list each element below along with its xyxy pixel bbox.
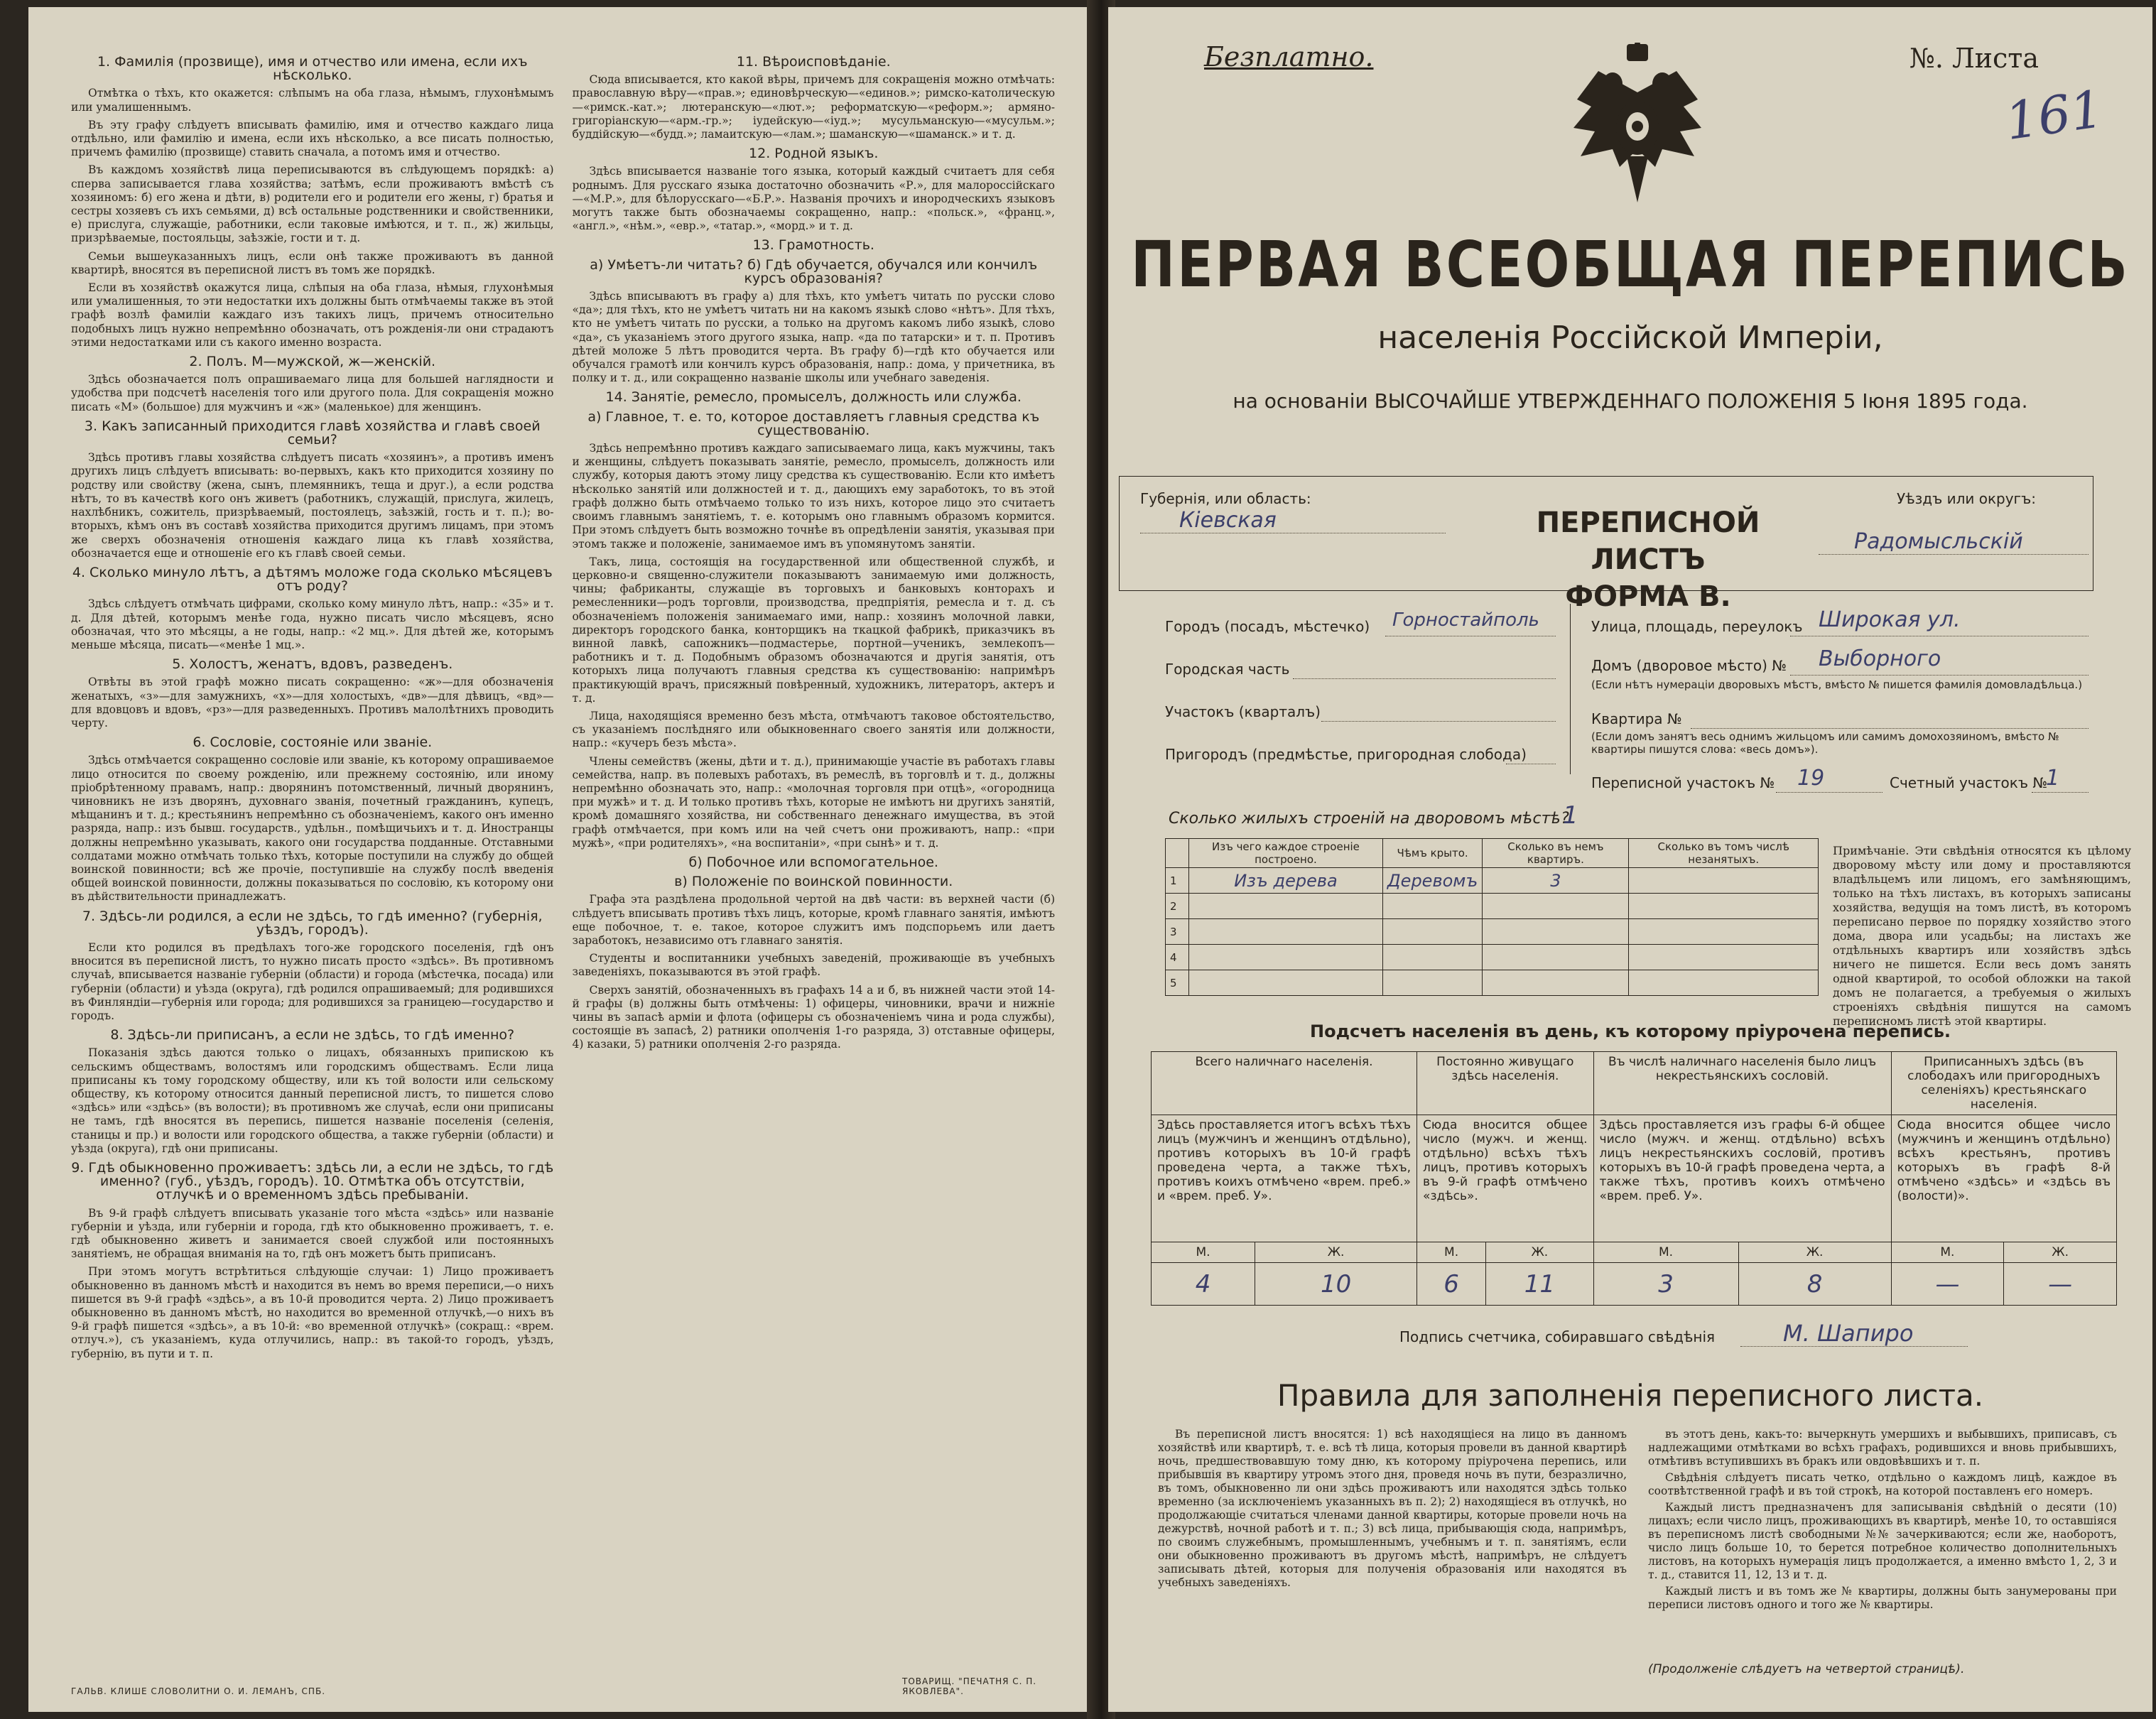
buildings-table-row (1166, 919, 1819, 945)
buildings-cell-b: Деревомъ (1382, 868, 1482, 894)
instruction-paragraph: Здѣсь отмѣчается сокращенно сословіе или званіе, къ которому опрашиваемое лицо относится по своему рожденію, или прежнему состоянію, или иному пріобрѣтенному правамъ, напр.: дворянинъ потомственный, личный дворянинъ, чиновникъ не изъ дворянъ, духовнаго званія, почетный гражданинъ, купецъ, мѣщанинъ и т. д.; крестьянинъ непремѣнно съ обозначеніемъ, какого онъ именно разряда, напр.: изъ бывш. государств., удѣльн., помѣщичьихъ и т. д. Иностранцы должны непремѣнно указывать, какого они государства подданные. Отставными солдатами можно отмѣчать только тѣхъ, которые поступили на службу до общей воинской повинности; всѣ же прочіе, поступившіе на службу послѣ введенія общей воинской повинности, должны показываться по сословію, къ которому они въ дѣйствительности принадлежатъ. (71, 754, 554, 904)
population-table-title: Подсчетъ населенія въ день, къ которому пріурочена перепись. (1310, 1021, 1951, 1041)
rules-paragraph: Каждый листъ и въ томъ же № квартиры, должны быть занумерованы при переписи листовъ одного и того же № квартиры. (1648, 1585, 2117, 1611)
sheet-number-label: №. Листа (1909, 43, 2039, 74)
instructions-col-2 (573, 50, 1056, 1655)
address-divider (1570, 604, 1571, 774)
rules-continue-note: (Продолженіе слѣдуетъ на четвертой страницѣ). (1648, 1662, 1965, 1676)
pop-value: 8 (1738, 1263, 1891, 1306)
instruction-paragraph: Въ эту графу слѣдуетъ вписывать фамилію, имя и отчество каждаго лица отдѣльно, или фамилію и имена, если ихъ нѣсколько, а все писать полностью, причемъ фамилію (прозвище) ставить сначала, а потомъ имя и отчество. (71, 118, 554, 159)
instruction-paragraph: Въ 9-й графѣ слѣдуетъ вписывать указаніе того мѣста «здѣсь» или названіе губерніи и уѣзда, или губерніи и города, гдѣ кто обыкновенно проживаетъ, т. е. гдѣ обыкновенно живетъ и занимается своей службой или постоянныхъ занятіемъ, не обращая вниманія на то, гдѣ онъ можетъ быть приписанъ. (71, 1206, 554, 1261)
apartment-label: Квартира № (1591, 710, 1682, 727)
instruction-paragraph: Показанія здѣсь даются только о лицахъ, обязанныхъ припискою къ сельскимъ обществамъ, волостямъ или городскимъ обществамъ. Если лица приписаны къ тому городскому обществу, или къ той волости или сельскому обществу, къ которому относится данный переписной листъ, то пишется слово «здѣсь» или «здѣсь» (въ волости); въ противномъ же случаѣ, если они приписаны не тамъ, гдѣ вносятся въ перепись, пишется названіе поселенія (селенія, станицы и пр.) и волости или городского общества, а также губерніи (области) и уѣзда (округа), гдѣ они приписаны. (71, 1046, 554, 1155)
instruction-paragraph: Здѣсь слѣдуетъ отмѣчать цифрами, сколько кому минуло лѣтъ, напр.: «35» и т. д. Для дѣтей, которымъ менѣе года, нужно писать число мѣсяцевъ, ясно обозначая, что это мѣсяцы, а не годы, напр.: «2 мц.». Для дѣтей же, которымъ меньше мѣсяца, писать—«менѣе 1 мц.». (71, 597, 554, 651)
pop-value: 4 (1152, 1263, 1255, 1306)
census-district-value: 19 (1797, 766, 1825, 791)
rules-col-1 (1158, 1428, 1627, 1615)
pop-values-row (1152, 1263, 2117, 1306)
section-heading: 3. Какъ записанный приходится главѣ хозяйства и главѣ своей семьи? (84, 418, 541, 448)
instruction-paragraph: Лица, находящіяся временно безъ мѣста, отмѣчаютъ таковое обстоятельство, съ указаніемъ послѣдняго или обыкновеннаго своего занятія или должности, напр.: «кучеръ безъ мѣста». (572, 709, 1055, 750)
pop-sex-label: Ж. (1255, 1242, 1417, 1263)
instruction-paragraph: Здѣсь вписываютъ въ графу а) для тѣхъ, кто умѣетъ читать по русски слово «да»; для тѣхъ, кто не умѣетъ читать ни на какомъ языкѣ слово «нѣтъ». Для тѣхъ, кто не умѣетъ читать по русски, а только на другомъ какомъ либо языкѣ, слово «да», съ указаніемъ этого другого языка, напр. «да по татарски» и т. п. Противъ дѣтей моложе 5 лѣтъ проводится черта. Въ графу б)—гдѣ кто обучается или обучался грамотѣ или кончилъ курсъ образованія, напр.: дома, у причетника, въ полку и т. д., или сокращенно названіе школы или учебнаго заведенія. (572, 290, 1055, 385)
street-label: Улица, площадь, переулокъ (1591, 618, 1803, 635)
counting-district-value: 1 (2046, 766, 2060, 791)
section-heading: 6. Сословіе, состояніе или званіе. (193, 734, 433, 751)
form-title-line-1: ПЕРЕПИСНОЙ ЛИСТЪ (1536, 506, 1760, 576)
quarter-label: Участокъ (кварталъ) (1165, 703, 1321, 720)
section-heading: 7. Здѣсь-ли родился, а если не здѣсь, то гдѣ именно? (губернія, уѣздъ, городъ). (82, 908, 543, 938)
buildings-cell-a (1189, 919, 1383, 945)
buildings-cell-n: 1 (1166, 868, 1189, 894)
free-label: Безплатно. (1204, 41, 1374, 72)
pop-desc-total: Здѣсь проставляется итогъ всѣхъ тѣхъ лицъ (мужчинъ и женщинъ отдѣльно), противъ которыхъ въ 10-й графѣ проведена черта, а также тѣхъ, противъ коихъ отмѣчено «врем. преб.» и «врем. преб. У». (1152, 1115, 1417, 1242)
buildings-cell-c (1483, 894, 1629, 919)
population-table (1151, 1051, 2117, 1306)
pop-sex-label: Ж. (2004, 1242, 2117, 1263)
pop-sex-label: Ж. (1486, 1242, 1593, 1263)
buildings-cell-a (1189, 970, 1383, 996)
buildings-cell-a (1189, 894, 1383, 919)
instructions-col-1 (71, 50, 554, 1655)
pop-sex-label: М. (1593, 1242, 1738, 1263)
buildings-cell-n: 2 (1166, 894, 1189, 919)
buildings-table (1165, 838, 1819, 996)
census-title: ПЕРВАЯ ВСЕОБЩАЯ ПЕРЕПИСЬ (1131, 228, 2130, 302)
buildings-table-row (1166, 868, 1819, 894)
buildings-cell-c (1483, 970, 1629, 996)
bt-col-vacant: Сколько въ томъ числѣ незанятыхъ. (1629, 839, 1819, 868)
instruction-paragraph: Если кто родился въ предѣлахъ того-же городского поселенія, гдѣ онъ вносится въ переписной листъ, то нужно писать просто «здѣсь». Въ противномъ случаѣ, вписывается названіе губерніи (области) и города (мѣстечка, посада) или губерніи (области) и уѣзда (округа), гдѣ родился опрашиваемый; для родившихся въ Финляндіи—губернія или города; для родившихся за границею—государство и городъ. (71, 940, 554, 1022)
instruction-paragraph: Здѣсь непремѣнно противъ каждаго записываемаго лица, какъ мужчины, такъ и женщины, слѣдуетъ показывать занятіе, ремесло, промыселъ, должность или службу, которыя даютъ этому лицу средства къ существованію. Если кто имѣетъ нѣсколько занятій или должностей и т. д., дающихъ ему заработокъ, то въ этой графѣ должно быть отмѣчаемо только то изъ нихъ, которое лицо это считаетъ своимъ главнымъ занятіемъ, т. е. которымъ оно главнымъ образомъ кормится. При этомъ слѣдуетъ быть возможно точнѣе въ опредѣленіи занятія, указывая при этомъ также и положеніе, занимаемое имъ въ упомянутомъ занятіи. (572, 442, 1055, 551)
instruction-paragraph: Здѣсь обозначается полъ опрашиваемаго лица для большей наглядности и удобства при подсчетѣ населенія того или другого пола. Для сокращенія можно писать «М» (большое) для мужчинъ и «ж» (маленькое) для женщинъ. (71, 373, 554, 413)
rules-paragraph: Каждый листъ предназначенъ для записыванія свѣдѣній о десяти (10) лицахъ; если число лицъ, проживающихъ въ квартирѣ, менѣе 10, то оставшіяся въ переписномъ листѣ свободными №№ зачеркиваются; если же, наоборотъ, число лицъ больше 10, то берется потребное количество дополнительныхъ листовъ, на которыхъ нумерація лицъ продолжается, а именно вмѣсто 1, 2, 3 и т. д., ставится 11, 12, 13 и т. д. (1648, 1501, 2117, 1581)
census-district-label: Переписной участокъ № (1591, 774, 1775, 791)
pop-col-non-peasant: Въ числѣ наличнаго населенія было лицъ некрестьянскихъ сословій. (1593, 1052, 1891, 1115)
rules-paragraph: въ этотъ день, какъ-то: вычеркнуть умершихъ и выбывшихъ, приписавъ, съ надлежащими отмѣтками во всѣхъ графахъ, родившихся и вновь прибывшихъ, отмѣтивъ вступившихъ въ бракъ или овдовѣвшихъ и т. п. (1648, 1428, 2117, 1468)
buildings-cell-d (1629, 868, 1819, 894)
section-heading: 11. Вѣроисповѣданіе. (736, 54, 891, 70)
house-note: (Если нѣтъ нумераціи дворовыхъ мѣстъ, вмѣсто № пишется фамилія домовладѣльца.) (1591, 678, 2083, 691)
pop-col-peasant: Приписанныхъ здѣсь (въ слободахъ или пригородныхъ селеніяхъ) крестьянскаго населенія. (1891, 1052, 2116, 1115)
instruction-paragraph: При этомъ могутъ встрѣтиться слѣдующіе случаи: 1) Лицо проживаетъ обыкновенно въ данномъ мѣстѣ и находится въ немъ во время переписи,—о нихъ пишется въ 9-й графѣ «здѣсь», а въ 10-й проводится черта. 2) Лицо проживаетъ обыкновенно въ данномъ мѣстѣ, но находится во временной отлучкѣ,—о нихъ въ 9-й графѣ пишется «здѣсь», а въ 10-й: «во временной отлучкѣ» (сокращ.: «врем. отлуч.»), съ указаніемъ, куда отлучились, напр.: въ такой-то городъ, уѣздъ, губернію, въ пути и т. п. (71, 1265, 554, 1360)
instruction-paragraph: Такъ, лица, состоящія на государственной или общественной службѣ, и церковно-и священно-служители показываютъ занимаемую ими должность, чины; фабриканты, служащіе въ торговыхъ и банковыхъ конторахъ и ремесленники—родъ торговли, производства, предпріятія, ремесла и т. д. съ обозначеніемъ положенія занимаемаго ими, напр.: хозяинъ молочной лавки, директоръ городского банка, конторщикъ на ткацкой фабрикѣ, приказчикъ въ винной лавкѣ, сапожникъ—подмастерье, портной—ученикъ, землекопъ—работникъ и т. д. Подобнымъ образомъ обозначаются и другія занятія, отъ которыхъ лица получаютъ главныя средства къ существованію: напримѣръ практикующій врачъ, присяжный повѣренный, художникъ, литераторъ, актеръ и т. д. (572, 555, 1055, 705)
district-value: Радомысльскій (1854, 529, 2023, 554)
city-value: Горностайполь (1392, 609, 1539, 631)
street-value: Широкая ул. (1819, 607, 1961, 632)
pop-header-row (1152, 1052, 2117, 1115)
pop-value: 11 (1486, 1263, 1593, 1306)
section-heading: 9. Гдѣ обыкновенно проживаетъ: здѣсь ли, а если не здѣсь, то гдѣ именно? (губ., уѣздъ, городъ). 10. Отмѣтка объ отсутствіи, отлучкѣ и о временномъ здѣсь пребываніи. (71, 1160, 554, 1203)
buildings-cell-b (1382, 894, 1482, 919)
buildings-cell-n: 5 (1166, 970, 1189, 996)
buildings-cell-d (1629, 945, 1819, 970)
pop-value: 3 (1593, 1263, 1738, 1306)
instruction-paragraph: Семьи вышеуказанныхъ лицъ, если онѣ также проживаютъ въ данной квартирѣ, вносятся въ переписной листъ въ томъ же порядкѣ. (71, 249, 554, 276)
instruction-paragraph: Отвѣты въ этой графѣ можно писать сокращенно: «ж»—для обозначенія женатыхъ, «з»—для замужнихъ, «х»—для холостыхъ, «дв»—для дѣвицъ, «вд»—для вдовцовъ и вдовъ, «рз»—для разведенныхъ. Противъ малолѣтнихъ проводить черту. (71, 676, 554, 730)
left-page (28, 7, 1094, 1712)
rules-body (1158, 1428, 2117, 1615)
section-heading: 14. Занятіе, ремесло, промыселъ, должность или служба. (605, 389, 1022, 406)
instruction-paragraph: Сюда вписывается, кто какой вѣры, причемъ для сокращенія можно отмѣчать: православную вѣру—«прав.»; единовѣрческую—«единов.»; римско-католическую—«римск.-кат.»; лютеранскую—«лют.»; реформатскую—«реформ.»; армяно-григоріанскую—«арм.-гр.»; іудейскую—«іуд.»; мусульманскую—«мусульм.»; буддійскую—«будд.»; ламаитскую—«лам.»; шаманскую—«шаманск.» и т. д. (572, 73, 1055, 141)
section-heading: 12. Родной языкъ. (749, 146, 879, 162)
buildings-cell-a (1189, 945, 1383, 970)
buildings-table-row (1166, 945, 1819, 970)
house-value: Выборного (1819, 646, 1941, 671)
pop-col-total: Всего наличнаго населенія. (1152, 1052, 1417, 1115)
province-label: Губернія, или область: (1140, 490, 1311, 507)
buildings-label: Сколько жилыхъ строеній на дворовомъ мѣстѣ? (1169, 810, 1569, 828)
pop-mz-row (1152, 1242, 2117, 1263)
bt-col-roof: Чѣмъ крыто. (1382, 839, 1482, 868)
sheet-number-handwritten: 161 (2001, 78, 2107, 152)
apartment-note: (Если домъ занятъ весь однимъ жильцомъ или самимъ домохозяиномъ, вмѣсто № квартиры пишутся слова: «весь домъ»). (1591, 730, 2059, 756)
rules-paragraph: Въ переписной листъ вносятся: 1) всѣ находящіеся на лицо въ данномъ хозяйствѣ или квартирѣ, т. е. всѣ тѣ лица, которыя провели въ данной квартирѣ ночь, предшествовавшую тому дню, къ которому пріурочена перепись, или прибывшія въ квартиру утромъ этого дня, проведя ночь въ пути, безразлично, въ томъ, обыкновенно ли они здѣсь проживаютъ или находятся здѣсь только временно (за исключеніемъ указанныхъ въ п. 2); 2) находящіеся въ отлучкѣ, но продолжающіе считаться членами данной квартиры, которые провели ночь на дежурствѣ, ночной работѣ и т. п.; 3) всѣ лица, прибывающія сюда, напримѣръ, по своимъ служебнымъ, промышленнымъ, учебнымъ и т. п. занятіямъ, если они обыкновенно проживаютъ въ другомъ мѣстѣ, напримѣръ, не слѣдуетъ записывать дѣтей, которыя для полученія образованія или находятся въ учебныхъ заведеніяхъ. (1158, 1428, 1627, 1589)
section-heading: в) Положеніе по воинской повинности. (674, 874, 953, 890)
buildings-cell-d (1629, 894, 1819, 919)
left-footer-credit: ГАЛЬВ. КЛИШЕ СЛОВОЛИТНИ О. И. ЛЕМАНЪ, СПБ. (71, 1686, 326, 1696)
bt-col-material: Изъ чего каждое строеніе построено. (1189, 839, 1383, 868)
pop-sex-label: М. (1891, 1242, 2004, 1263)
instruction-paragraph: Сверхъ занятій, обозначенныхъ въ графахъ 14 а и б, въ нижней части этой 14-й графы (в) должны быть отмѣчены: 1) офицеры, чиновники, врачи и нижніе чины въ запасѣ арміи и флота (офицеры съ обозначеніемъ чина и рода службы), состоящіе въ запасѣ, 2) ратники ополченія 1-го разряда, 3) отставные офицеры, 4) казаки, 5) ратники ополченія 2-го разряда. (572, 983, 1055, 1051)
buildings-value: 1 (1563, 801, 1578, 830)
counting-district-label: Счетный участокъ № (1890, 774, 2048, 791)
right-page (1108, 7, 2152, 1712)
buildings-cell-a: Изъ дерева (1189, 868, 1383, 894)
pop-value: — (2004, 1263, 2117, 1306)
buildings-cell-b (1382, 970, 1482, 996)
buildings-table-row (1166, 894, 1819, 919)
instruction-paragraph: Члены семействъ (жены, дѣти и т. д.), принимающіе участіе въ работахъ главы семейства, напр. въ полевыхъ работахъ, въ ремеслѣ, въ торговлѣ и т. д., должны непремѣнно обозначать это, напр.: «молочная торговля при отцѣ», «огородница при мужѣ» и т. д. И только противъ тѣхъ, которые не имѣютъ ни другихъ занятій, кромѣ домашняго хозяйства, ни собственнаго денежнаго имущества, въ этой графѣ отмѣчается, при комъ или на чей счетъ они проживаютъ, напр.: «при мужѣ», «при родителяхъ», «на воспитаніи», «при сынѣ» и т. д. (572, 754, 1055, 850)
rules-title: Правила для заполненія переписного листа. (1277, 1378, 1984, 1413)
pop-sex-label: М. (1152, 1242, 1255, 1263)
bt-col-apartments: Сколько въ немъ квартиръ. (1483, 839, 1629, 868)
instruction-paragraph: Студенты и воспитанники учебныхъ заведеній, проживающіе въ учебныхъ заведеніяхъ, показываются въ этой графѣ. (572, 952, 1055, 979)
census-subtitle: населенія Россійской Имперіи, (1377, 320, 1883, 356)
section-heading: б) Побочное или вспомогательное. (688, 854, 938, 870)
section-heading: а) Главное, т. е. то, которое доставляетъ главныя средства къ существованію. (587, 408, 1040, 438)
double-headed-eagle-icon (1570, 43, 1705, 206)
pop-desc-row (1152, 1115, 2117, 1242)
form-title (1492, 504, 1804, 615)
buildings-cell-b (1382, 919, 1482, 945)
instruction-paragraph: Въ каждомъ хозяйствѣ лица переписываются въ слѣдующемъ порядкѣ: а) сперва записывается глава хозяйства; затѣмъ, если проживаютъ вмѣстѣ съ хозяиномъ: б) его жена и дѣти, в) родители его и родители его жены, г) братья и сестры хозяевъ съ ихъ семьями, д) всѣ остальные родственники и свойственники, е) прислуга, служащіе, работники, если таковые имѣются, и т. п., ж) жильцы, призрѣваемые, постояльцы, заѣзжіе, гости и т. д. (71, 163, 554, 245)
pop-col-permanent: Постоянно живущаго здѣсь населенія. (1417, 1052, 1594, 1115)
instruction-paragraph: Здѣсь противъ главы хозяйства слѣдуетъ писать «хозяинъ», а противъ именъ другихъ лицъ слѣдуетъ вписывать: во-первыхъ, какъ кто приходится хозяину по родству или свойству (жена, сынъ, племянникъ, теща и друг.), а если родства нѣтъ, то въ качествѣ кого онъ живетъ (работникъ, служащій, прислуга, жилецъ, нахлѣбникъ, сожитель, призрѣваемый, постоялецъ, заѣзжій, гость и т. п.); во-вторыхъ, кѣмъ онъ въ составѣ хозяйства приходится другимъ лицамъ, при этомъ же сверхъ обозначенія отношенія каждаго лица къ главѣ хозяйства, обозначается еще и отношеніе его къ главѣ своей семьи. (71, 451, 554, 560)
section-heading: а) Умѣетъ-ли читать? б) Гдѣ обучается, обучался или кончилъ курсъ образованія? (590, 256, 1038, 286)
province-value: Кіевская (1179, 508, 1277, 533)
pop-desc-peasant: Сюда вносится общее число (мужчинъ и женщинъ отдѣльно) всѣхъ крестьянъ, противъ которыхъ въ графѣ 8-й отмѣчено «здѣсь» и «здѣсь въ (волости)». (1891, 1115, 2116, 1242)
buildings-table-header (1166, 839, 1819, 868)
left-footer-printer: ТОВАРИЩ. "ПЕЧАТНЯ С. П. ЯКОВЛЕВА". (902, 1676, 1037, 1696)
instruction-paragraph: Графа эта раздѣлена продольной чертой на двѣ части: въ верхней части (б) слѣдуетъ вписывать противъ тѣхъ лицъ, которые, кромѣ главнаго занятія, имѣютъ еще побочное, т. е. такое, которое служитъ имъ подспорьемъ или даетъ заработокъ, независимо отъ главнаго занятія. (572, 893, 1055, 947)
instruction-paragraph: Здѣсь вписывается названіе того языка, который каждый считаетъ для себя роднымъ. Для русскаго языка достаточно обозначить «Р.», для малороссійскаго—«М.Р.», для бѣлорусскаго—«Б.Р.». Названія прочихъ и инородческихъ языковъ могутъ также быть обозначаемы сокращенно, напр.: «польск.», «франц.», «англ.», «нѣм.», «евр.», «татар.», «морд.» и т. д. (572, 165, 1055, 233)
suburb-label: Пригородъ (предмѣстье, пригородная слобода) (1165, 746, 1527, 763)
pop-sex-label: М. (1417, 1242, 1486, 1263)
buildings-cell-b (1382, 945, 1482, 970)
section-heading: 2. Полъ. М—мужской, ж—женскій. (189, 354, 436, 370)
signature-label: Подпись счетчика, собиравшаго свѣдѣнія (1399, 1328, 1716, 1345)
section-heading: 13. Грамотность. (752, 237, 874, 254)
district-label: Уѣздъ или округъ: (1897, 490, 2036, 507)
house-label: Домъ (дворовое мѣсто) № (1591, 657, 1787, 674)
form-title-line-2: ФОРМА В. (1565, 580, 1731, 613)
buildings-note: Примѣчаніе. Эти свѣдѣнія относятся къ цѣлому дворовому мѣсту или дому и проставляются владѣльцемъ или лицомъ, его замѣняющимъ, только на тѣхъ листахъ, въ которыхъ записаны хозяйства, ведущія на томъ листѣ, въ которомъ переписано первое по порядку хозяйство этого дома, двора или усадьбы; на листахъ же отдѣльныхъ квартиръ или хозяйствъ здѣсь ничего не пишется. Если весь домъ занять одной квартирой, то особой обложки на такой домъ не полагается, а требуемыя о жилыхъ строеніяхъ свѣдѣнія пишутся на самомъ переписномъ листѣ этой квартиры. (1833, 844, 2131, 1028)
buildings-cell-d (1629, 970, 1819, 996)
signature-value: М. Шапиро (1783, 1320, 1914, 1347)
buildings-cell-c: 3 (1483, 868, 1629, 894)
rules-paragraph: Свѣдѣнія слѣдуетъ писать четко, отдѣльно о каждомъ лицѣ, каждое въ соотвѣтственной графѣ и въ той строкѣ, на которой поставленъ его номеръ. (1648, 1471, 2117, 1497)
pop-value: 6 (1417, 1263, 1486, 1306)
pop-sex-label: Ж. (1738, 1242, 1891, 1263)
pop-desc-permanent: Сюда вносится общее число (мужч. и женщ. отдѣльно) всѣхъ тѣхъ лицъ, противъ которыхъ въ 9-й графѣ отмѣчено «здѣсь». (1417, 1115, 1594, 1242)
rules-col-2 (1648, 1428, 2117, 1615)
instruction-paragraph: Если въ хозяйствѣ окажутся лица, слѣпыя на оба глаза, нѣмыя, глухонѣмыя или умалишенныя, то эти недостатки ихъ должны быть отмѣчаемы также въ этой графѣ возлѣ фамиліи каждаго изъ такихъ лицъ, причемъ относительно подобныхъ лицъ нужно непремѣнно обозначать, отъ рожденія-ли они страдаютъ этими недостатками или съ какого именно возраста. (71, 281, 554, 349)
instruction-paragraph: Отмѣтка о тѣхъ, кто окажется: слѣпымъ на оба глаза, нѣмымъ, глухонѣмымъ или умалишеннымъ. (71, 87, 554, 114)
buildings-cell-n: 3 (1166, 919, 1189, 945)
pop-value: — (1891, 1263, 2004, 1306)
buildings-cell-n: 4 (1166, 945, 1189, 970)
pop-value: 10 (1255, 1263, 1417, 1306)
buildings-table-row (1166, 970, 1819, 996)
section-heading: 5. Холостъ, женатъ, вдовъ, разведенъ. (172, 656, 453, 673)
pop-desc-non-peasant: Здѣсь проставляется изъ графы 6-й общее число (мужч. и женщ. отдѣльно) всѣхъ лицъ некрестьянскихъ сословій, противъ которыхъ въ 10-й графѣ проведена черта, а также тѣхъ, противъ коихъ отмѣчено «врем. преб. У». (1593, 1115, 1891, 1242)
city-label: Городъ (посадъ, мѣстечко) (1165, 618, 1370, 635)
buildings-cell-c (1483, 919, 1629, 945)
buildings-cell-d (1629, 919, 1819, 945)
buildings-cell-c (1483, 945, 1629, 970)
city-part-label: Городская часть (1165, 661, 1290, 678)
census-legal-basis: на основаніи ВЫСОЧАЙШЕ УТВЕРЖДЕННАГО ПОЛОЖЕНІЯ 5 Іюня 1895 года. (1233, 389, 2028, 413)
section-heading: 8. Здѣсь-ли приписанъ, а если не здѣсь, то гдѣ именно? (110, 1027, 515, 1043)
section-heading: 1. Фамилія (прозвище), имя и отчество или имена, если ихъ нѣсколько. (97, 54, 528, 84)
section-heading: 4. Сколько минуло лѣтъ, а дѣтямъ моложе года сколько мѣсяцевъ отъ роду? (72, 564, 553, 595)
